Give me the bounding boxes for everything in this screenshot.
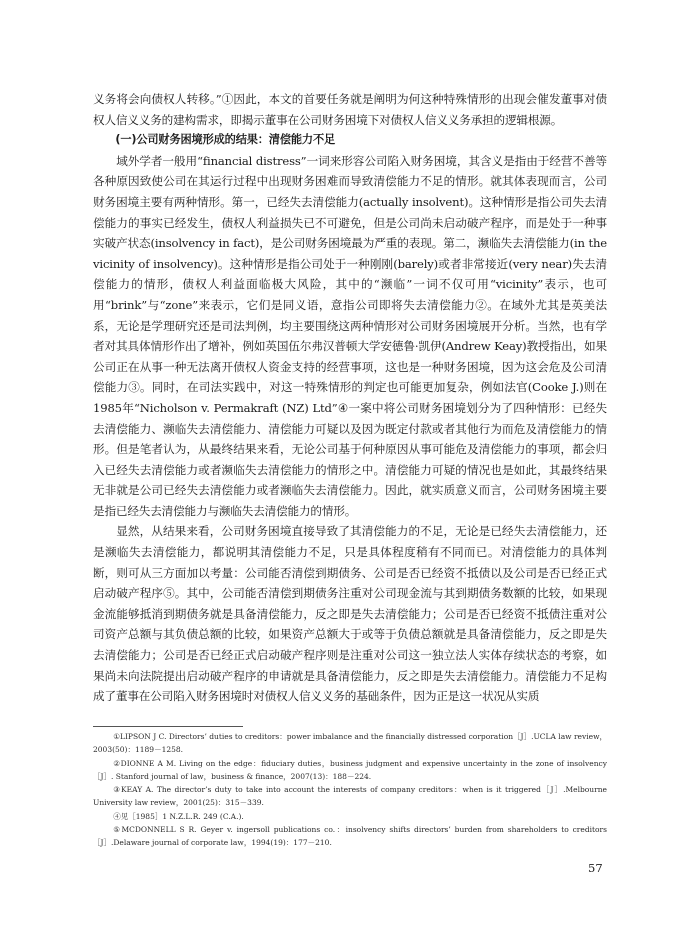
page-number: 57 [588,861,603,875]
footnote-1: ①LIPSON J C. Directors’ duties to creditors：power imbalance and the financially distressed corporation［J］.UCLA law review，2003(50)：1189－1258. [93,732,607,755]
body-paragraph-2: 显然，从结果来看，公司财务困境直接导致了其清偿能力的不足，无论是已经失去清偿能力，还是濒临失去清偿能力，都说明其清偿能力不足，只是具体程度稍有不同而已。对清偿能力的具体判断，则可从三方面加以考量：公司能否清偿到期债务、公司是否已经资不抵债以及公司是否已经正式启动破产程序⑤。其中，公司能否清偿到期债务注重对公司现金流与其到期债务数额的比较，如果现金流能够抵消到期债务就是具备清偿能力，反之即是失去清偿能力；公司是否已经资不抵债注重对公司资产总额与其负债总额的比较，如果资产总额大于或等于负债总额就是具备清偿能力，反之即是失去清偿能力；公司是否已经正式启动破产程序则是注重对公司这一独立法人实体存续状态的考察，如果尚未向法院提出启动破产程序的申请就是具备清偿能力，反之即是失去清偿能力。清偿能力不足构成了董事在公司陷入财务困境时对债权人信义义务的基础条件，因为正是这一状况从实质 [93,524,607,704]
body-paragraph-1: 域外学者一般用“financial distress”一词来形容公司陷入财务困境，其含义是指由于经营不善等各种原因致使公司在其运行过程中出现财务困难而导致清偿能力不足的情形。就其体表现而言，公司财务困境主要有两种情形。第一，已经失去清偿能力(actually insolvent)。这种情形是指公司失去清偿能力的事实已经发生，债权人利益损失已不可避免，但是公司尚未启动破产程序，而是处于一种事实破产状态(insolvency in fact)，是公司财务困境最为严重的表现。第二，濒临失去清偿能力(in the vicinity of insolvency)。这种情形是指公司处于一种刚刚(barely)或者非常接近(very near)失去清偿能力的情形，债权人利益面临极大风险，其中的“濒临”一词不仅可用“vicinity”表示，也可用“brink”与“zone”来表示，它们是同义语，意指公司即将失去清偿能力②。在域外尤其是英美法系，无论是学理研究还是司法判例，均主要围绕这两种情形对公司财务困境展开分析。当然，也有学者对其具体情形作出了增补，例如英国伍尔弗汉普顿大学安德鲁·凯伊(Andrew Keay)教授指出，如果公司正在从事一种无法离开债权人资金支持的经营事项，这也是一种财务困境，因为这会危及公司清偿能力③。同时，在司法实践中，对这一特殊情形的判定也可能更加复杂，例如法官(Cooke J.)则在1985年“Nicholson v. Permakraft (NZ) Ltd”④一案中将公司财务困境划分为了四种情形：已经失去清偿能力、濒临失去清偿能力、清偿能力可疑以及因为既定付款或者其他行为而危及清偿能力的情形。但是笔者认为，从最终结果来看，无论公司基于何种原因从事可能危及清偿能力的事项，都会归入已经失去清偿能力或者濒临失去清偿能力的情形之中。清偿能力可疑的情况也是如此，其最终结果无非就是公司已经失去清偿能力或者濒临失去清偿能力。因此，就实质意义而言，公司财务困境主要是指已经失去清偿能力与濒临失去清偿能力的情形。 [93,153,607,518]
main-text [93,89,607,707]
footnote-rule [93,726,243,727]
footnote-3: ③KEAY A. The director’s duty to take into account the interests of company creditors：when is it triggered［J］.Melbourne University law review，2001(25)：315－339. [93,785,607,808]
footnote-2: ②DIONNE A M. Living on the edge：fiduciary duties，business judgment and expensive uncertainty in the zone of insolvency［J］. Stanford journal of law，business & finance，2007(13)：188－224. [93,758,607,781]
continuation-paragraph: 义务将会向债权人转移。”①因此，本文的首要任务就是阐明为何这种特殊情形的出现会催发董事对债权人信义义务的建构需求，即揭示董事在公司财务困境下对债权人信义义务承担的逻辑根源。 [93,92,607,127]
footnote-4: ④见［1985］1 N.Z.L.R. 249 (C.A.). [113,811,244,821]
footnote-5: ⑤MCDONNELL S R. Geyer v. ingersoll publications co.：insolvency shifts directors’ burden from shareholders to creditors［J］.Delaware journal of corporate law，1994(19)：177－210. [93,825,607,848]
footnotes [93,730,607,850]
section-heading: (一)公司财务困境形成的结果：清偿能力不足 [115,133,336,147]
